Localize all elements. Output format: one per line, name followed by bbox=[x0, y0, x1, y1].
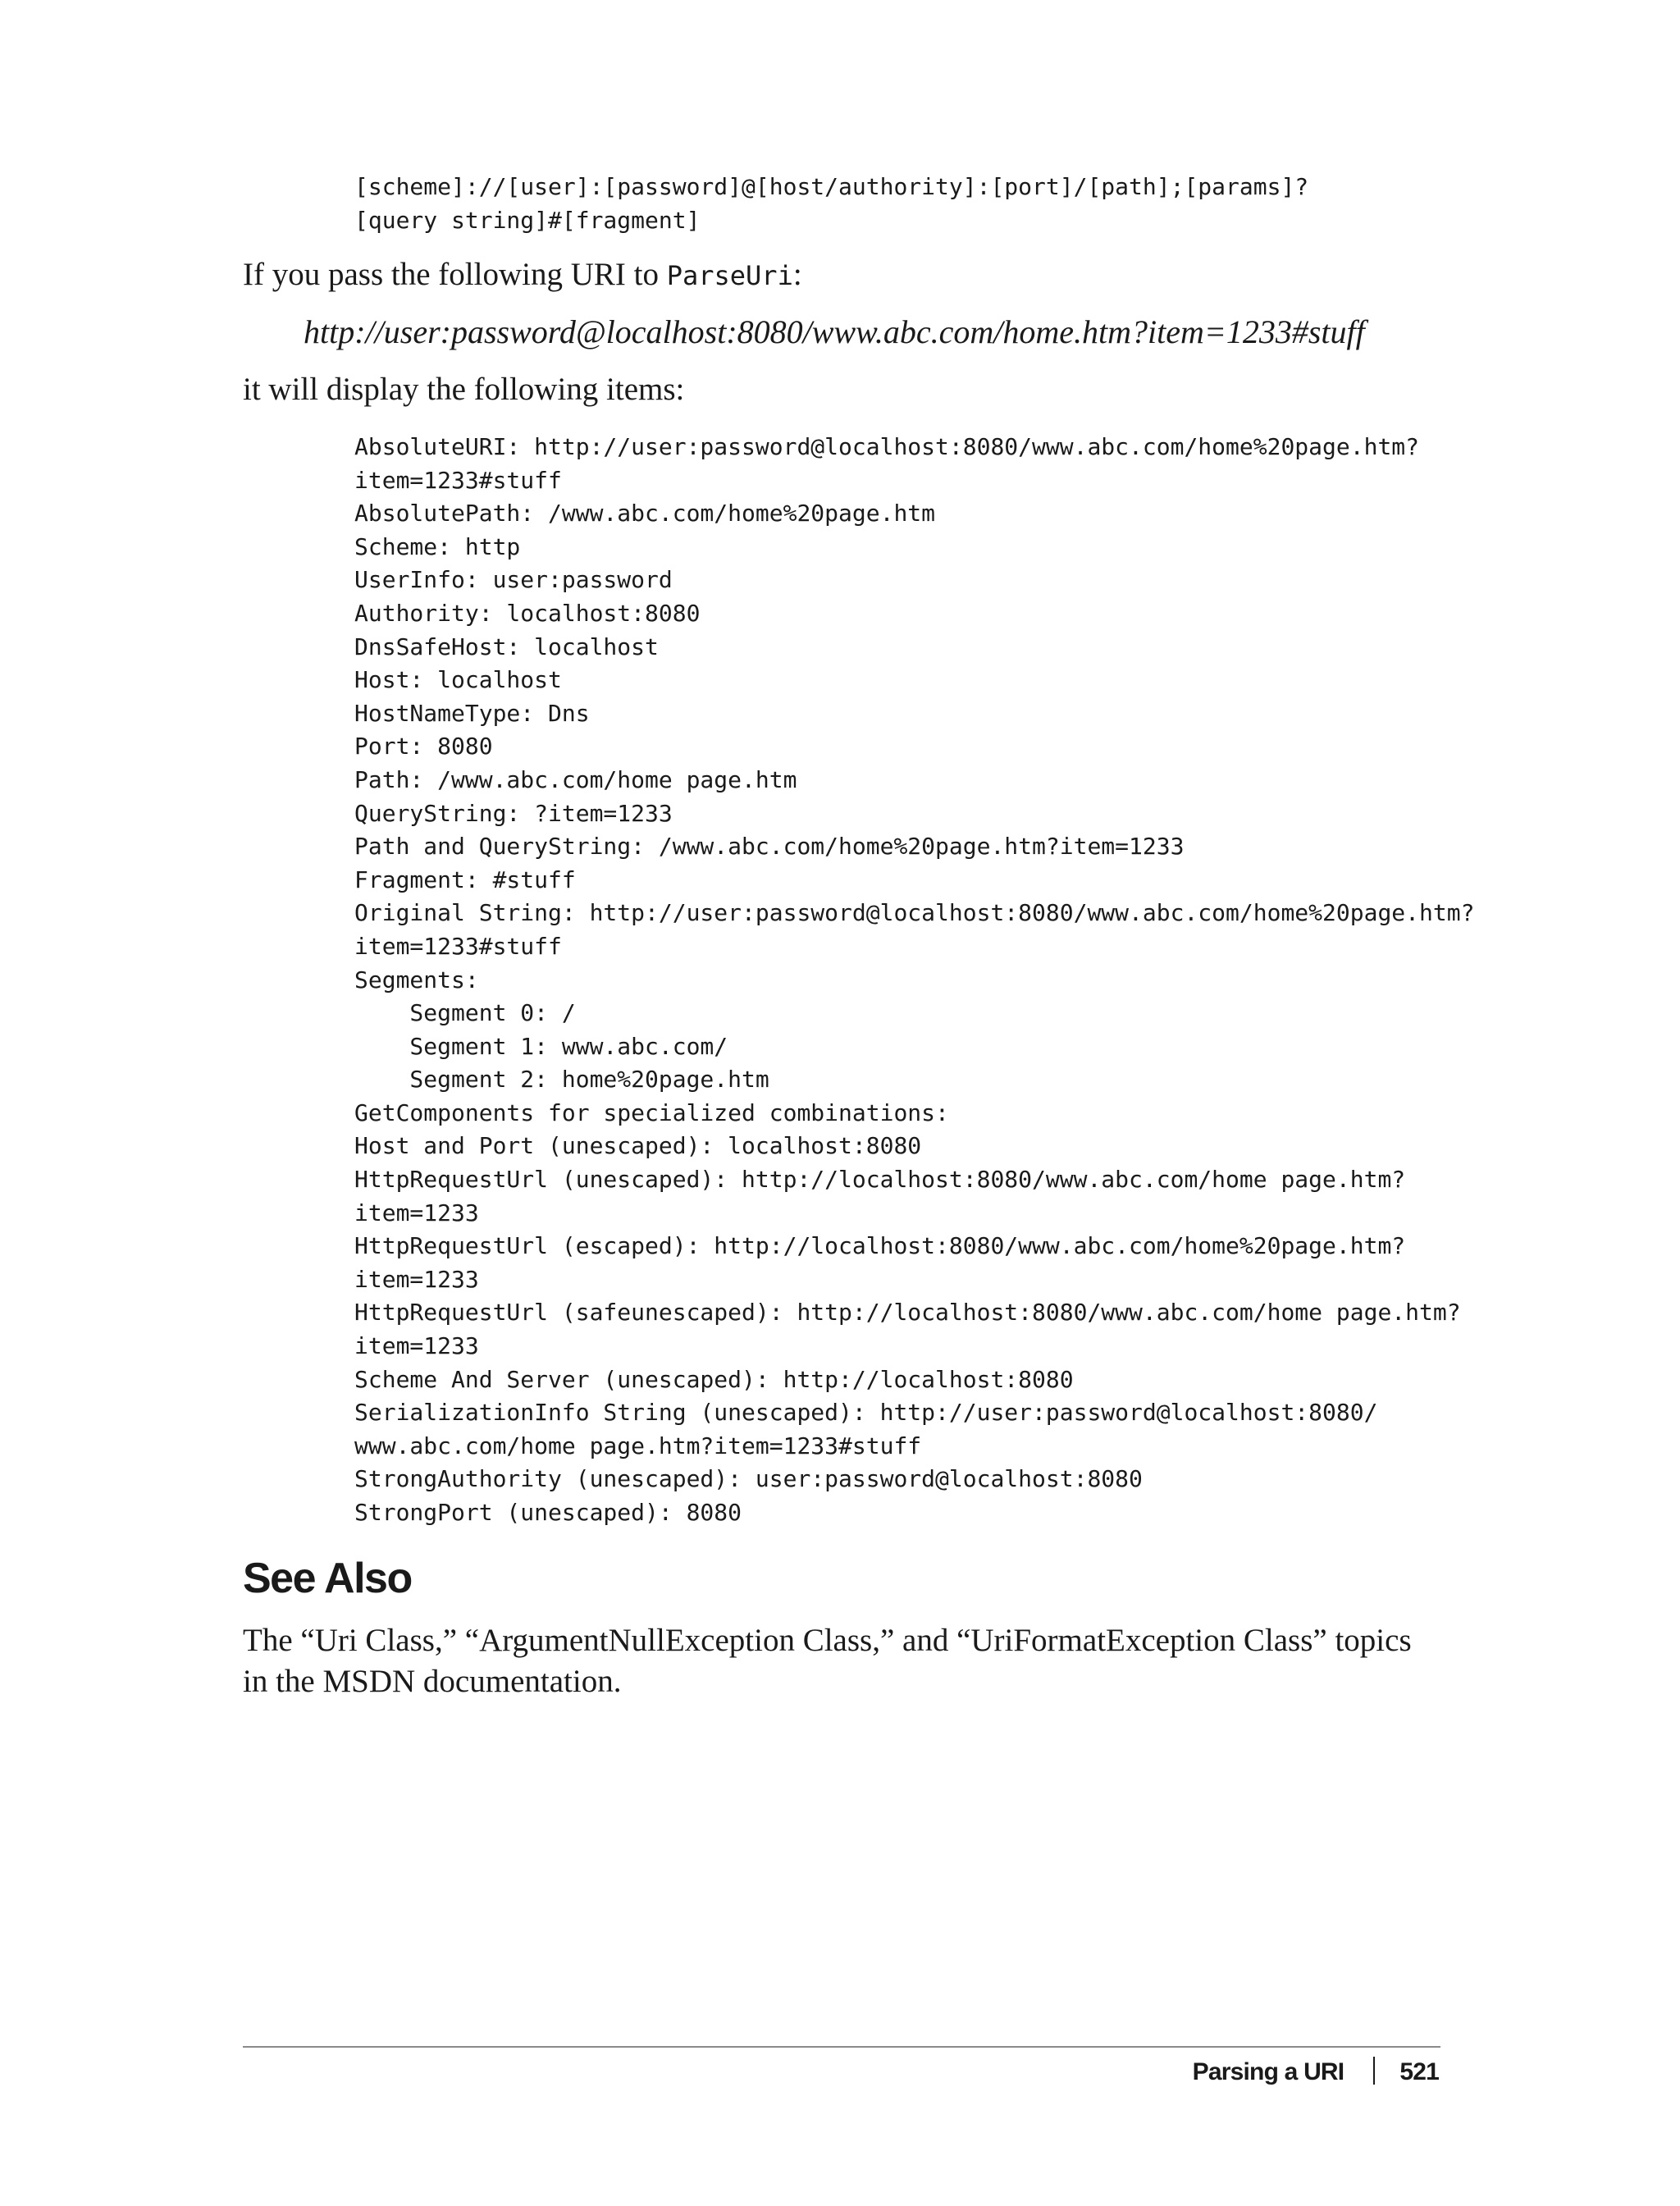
code-line: UserInfo: user:password bbox=[354, 566, 673, 594]
code-line: Original String: http://user:password@localhost:8080/www.abc.com/home%20page.htm? bbox=[354, 899, 1475, 927]
code-line: AbsolutePath: /www.abc.com/home%20page.htm bbox=[354, 500, 936, 528]
code-line: HttpRequestUrl (unescaped): http://localhost:8080/www.abc.com/home page.htm? bbox=[354, 1166, 1406, 1194]
code-line: Port: 8080 bbox=[354, 733, 493, 760]
code-line: Segment 0: / bbox=[354, 999, 576, 1027]
code-line: Segment 2: home%20page.htm bbox=[354, 1066, 769, 1094]
code-line: SerializationInfo String (unescaped): http://user:password@localhost:8080/ bbox=[354, 1399, 1378, 1427]
code-line: Segments: bbox=[354, 966, 479, 993]
code-line: StrongAuthority (unescaped): user:password@localhost:8080 bbox=[354, 1465, 1143, 1493]
intro-paragraph bbox=[243, 254, 1440, 296]
code-line: Path: /www.abc.com/home page.htm bbox=[354, 765, 797, 793]
inline-code-parseuri: ParseUri bbox=[666, 260, 793, 291]
code-line: item=1233#stuff bbox=[354, 932, 562, 960]
intro-colon: : bbox=[792, 257, 802, 292]
code-line: item=1233#stuff bbox=[354, 466, 562, 494]
see-also-paragraph: The “Uri Class,” “ArgumentNullException Class,” and “UriFormatException Class” topics in the MSDN documentation. bbox=[243, 1623, 1412, 1699]
code-line: HttpRequestUrl (escaped): http://localhost:8080/www.abc.com/home%20page.htm? bbox=[354, 1232, 1406, 1260]
code-line: www.abc.com/home page.htm?item=1233#stuff bbox=[354, 1432, 922, 1459]
code-line: Path and QueryString: /www.abc.com/home%20page.htm?item=1233 bbox=[354, 833, 1185, 861]
code-line: item=1233 bbox=[354, 1332, 479, 1360]
code-line: [query string]#[fragment] bbox=[354, 206, 701, 234]
code-line: [scheme]://[user]:[password]@[host/authority]:[port]/[path];[params]? bbox=[354, 173, 1309, 200]
uri-syntax-code-block bbox=[354, 171, 1308, 237]
code-line: Scheme: http bbox=[354, 532, 521, 560]
code-line: AbsoluteURI: http://user:password@localhost:8080/www.abc.com/home%20page.htm? bbox=[354, 433, 1420, 460]
code-line: Fragment: #stuff bbox=[354, 866, 576, 893]
code-line: HttpRequestUrl (safeunescaped): http://localhost:8080/www.abc.com/home page.htm? bbox=[354, 1299, 1461, 1327]
page-footer bbox=[1193, 2056, 1439, 2089]
parse-output-code-block bbox=[354, 431, 1474, 1530]
page-number: 521 bbox=[1399, 2058, 1439, 2085]
code-line: Scheme And Server (unescaped): http://localhost:8080 bbox=[354, 1365, 1074, 1393]
intro-text: If you pass the following URI to bbox=[243, 257, 667, 292]
footer-divider bbox=[243, 2046, 1440, 2048]
see-also-heading: See Also bbox=[243, 1555, 412, 1602]
code-line: HostNameType: Dns bbox=[354, 699, 590, 727]
code-line: item=1233 bbox=[354, 1265, 479, 1293]
code-line: item=1233 bbox=[354, 1199, 479, 1226]
code-line: Segment 1: www.abc.com/ bbox=[354, 1032, 728, 1060]
code-line: Host: localhost bbox=[354, 666, 562, 694]
code-line: QueryString: ?item=1233 bbox=[354, 799, 673, 827]
code-line: GetComponents for specialized combinations: bbox=[354, 1098, 949, 1126]
example-uri: http://user:password@localhost:8080/www.abc.com/home.htm?item=1233#stuff bbox=[304, 313, 1365, 350]
footer-section-title: Parsing a URI bbox=[1192, 2058, 1344, 2085]
code-line: DnsSafeHost: localhost bbox=[354, 633, 659, 660]
code-line: StrongPort (unescaped): 8080 bbox=[354, 1499, 742, 1526]
code-line: Authority: localhost:8080 bbox=[354, 599, 701, 627]
code-line: Host and Port (unescaped): localhost:8080 bbox=[354, 1132, 922, 1160]
display-intro-paragraph: it will display the following items: bbox=[243, 372, 685, 407]
footer-separator bbox=[1373, 2057, 1375, 2085]
